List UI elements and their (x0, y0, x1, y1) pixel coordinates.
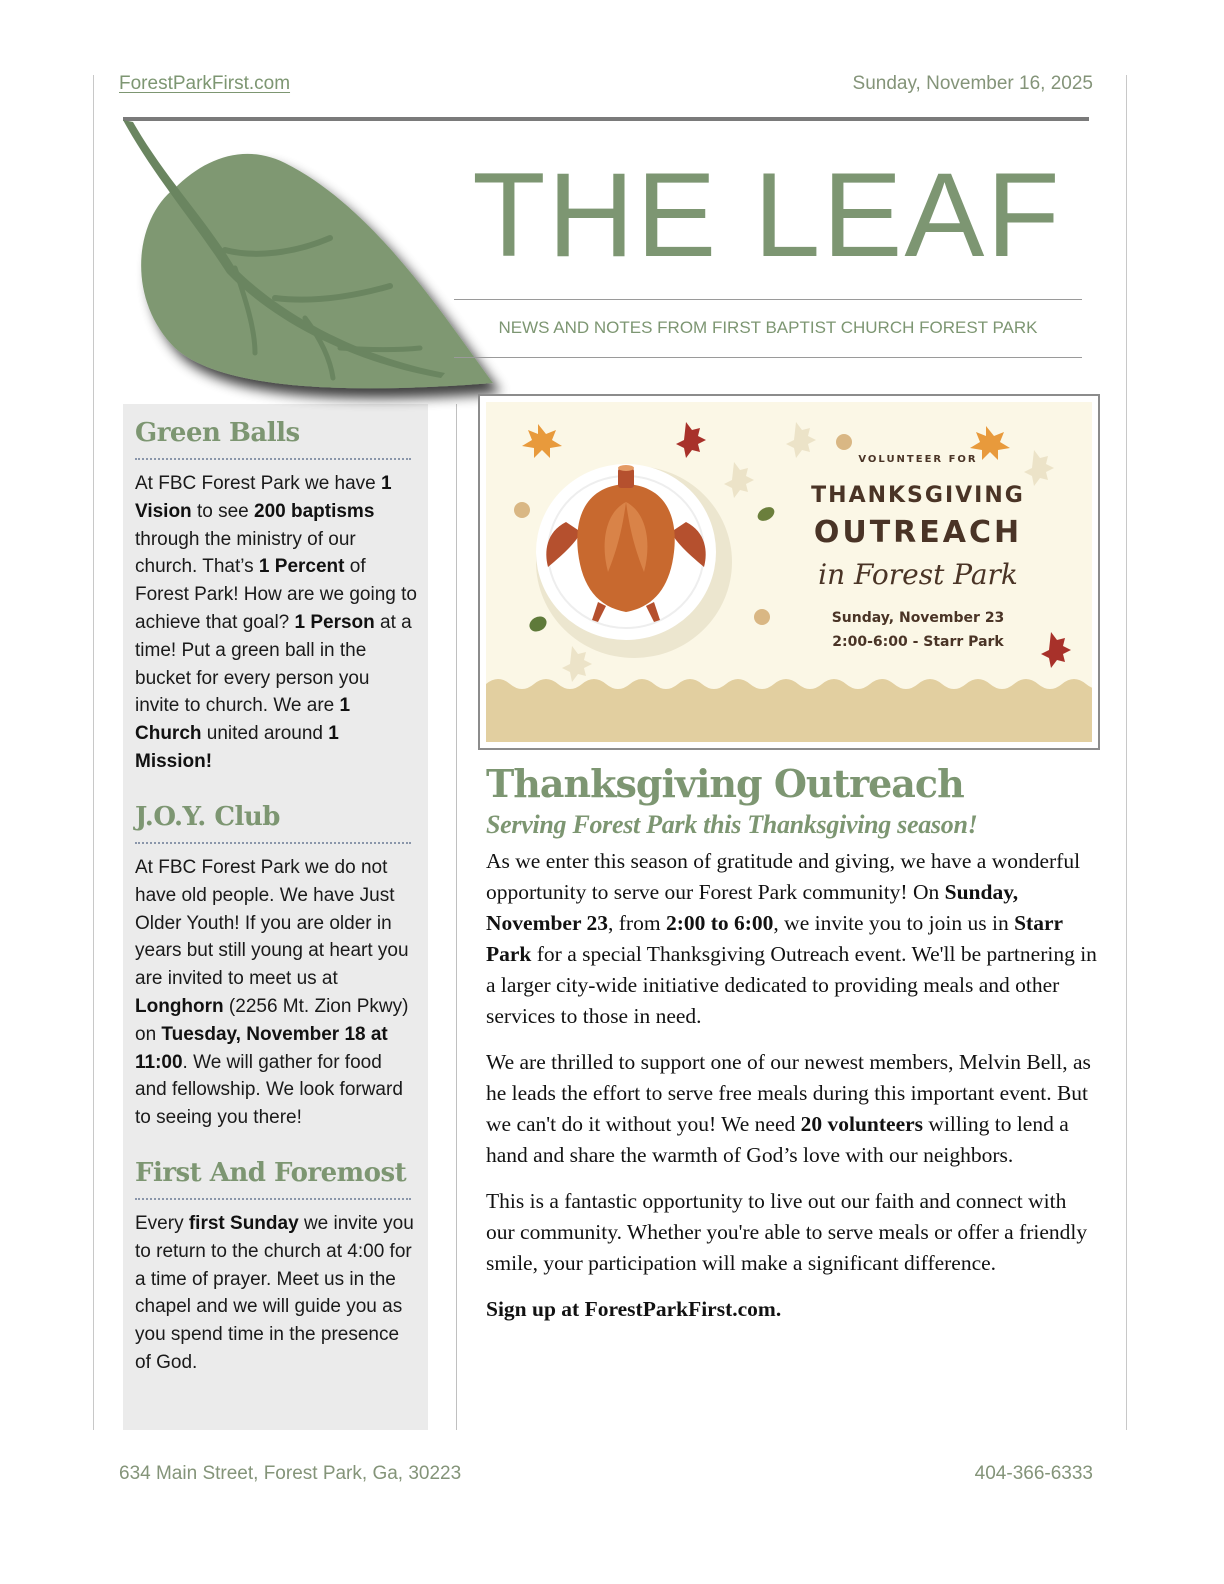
thanksgiving-banner-image (478, 394, 1100, 750)
bold-text: Tuesday, November 18 at 11:00 (135, 1023, 388, 1073)
issue-date: Sunday, November 16, 2025 (852, 73, 1093, 94)
dotted-divider (135, 1198, 411, 1200)
text-run: we invite you to return to the church at 4:00 for a time of prayer. Meet us in the chapel and we will guide you as you spend time in the presence of God. (135, 1213, 414, 1373)
bold-text: 1 Percent (258, 556, 345, 578)
bold-text: first Sunday (188, 1213, 299, 1234)
article-title: Thanksgiving Outreach (486, 761, 964, 806)
section-body (135, 470, 417, 776)
footer-phone: 404-366-6333 (974, 1463, 1093, 1484)
bold-text: Starr Park (486, 911, 1063, 966)
section-title: J.O.Y. Club (135, 802, 280, 832)
section-body (135, 1210, 417, 1377)
banner-line1: THANKSGIVING (811, 483, 1025, 508)
bold-text: 20 volunteers (800, 1112, 924, 1136)
article-paragraph (486, 1047, 1098, 1171)
text-run: to see (191, 500, 254, 522)
text-run: for a special Thanksgiving Outreach event. We'll be partnering in a larger city-wide initiative dedicated to providing meals and other services to those in need. (486, 942, 1097, 1028)
masthead-rule-lower (454, 357, 1082, 358)
sidebar-section-joy-club (135, 800, 417, 1132)
text-run: At FBC Forest Park we have (135, 473, 382, 494)
text-run: , we invite you to join us in (773, 911, 1015, 935)
text-run: Every (135, 1213, 189, 1234)
article-thanksgiving-outreach (486, 760, 1098, 1325)
website-link[interactable]: ForestParkFirst.com (119, 73, 291, 94)
bold-text: 1 Church (135, 695, 351, 745)
text-run: (2256 Mt. Zion Pkwy) on (135, 995, 409, 1045)
column-divider (456, 404, 457, 1430)
bold-text: Sunday, November 23 (486, 880, 1019, 935)
bold-text: 1 Mission! (135, 723, 339, 772)
bold-text: 1 Person (294, 611, 375, 633)
masthead-rule-upper (454, 299, 1082, 300)
dotted-divider (135, 842, 411, 844)
bold-text: 2:00 to 6:00 (665, 911, 774, 935)
text-run: This is a fantastic opportunity to live out our faith and connect with our community. Whether you're able to serve meals or offer a friendly smile, your participation will make a significant difference. (486, 1189, 1088, 1275)
text-run: We are thrilled to support one of our newest members, Melvin Bell, as he leads the effort to serve free meals during this important event. But we can't do it without you! We need (486, 1050, 1091, 1136)
text-run: As we enter this season of gratitude and giving, we have a wonderful opportunity to serve our Forest Park community! On (486, 849, 1081, 904)
text-run: of Forest Park! How are we going to achieve that goal? (135, 556, 417, 633)
banner-script-line: in Forest Park (818, 558, 1018, 591)
text-run: united around (201, 723, 329, 745)
page-border-left (93, 75, 94, 1430)
page-border-right (1126, 75, 1127, 1430)
text-run: . We will gather for food and fellowship. We look forward to seeing you there! (135, 1051, 403, 1129)
article-paragraph (486, 1186, 1098, 1279)
section-body (135, 854, 417, 1132)
text-run: , from (608, 911, 666, 935)
footer-address: 634 Main Street, Forest Park, Ga, 30223 (119, 1463, 462, 1484)
dotted-divider (135, 458, 411, 460)
text-run: through the ministry of our church. That’s (135, 528, 356, 578)
banner-arc-text: VOLUNTEER FOR (858, 454, 978, 465)
article-paragraph (486, 846, 1098, 1032)
sidebar-section-green-balls (135, 416, 417, 776)
text-run: At FBC Forest Park we do not have old people. We have Just Older Youth! If you are older in years but still young at heart you are invited to meet us at (135, 857, 409, 990)
section-title: Green Balls (135, 418, 300, 448)
sidebar-section-first-and-foremost (135, 1156, 417, 1377)
banner-time-line: 2:00-6:00 - Starr Park (832, 634, 1004, 650)
bold-text: Longhorn (135, 995, 224, 1017)
banner-date-line: Sunday, November 23 (831, 610, 1005, 626)
masthead-title: THE LEAF (472, 148, 1062, 282)
signup-call-to-action[interactable]: Sign up at ForestParkFirst.com. (486, 1297, 782, 1321)
bold-text: 1 Vision (135, 473, 392, 522)
article-subtitle: Serving Forest Park this Thanksgiving season! (486, 810, 978, 839)
masthead-subtitle: NEWS AND NOTES FROM FIRST BAPTIST CHURCH FOREST PARK (498, 318, 1038, 337)
section-title: First And Foremost (135, 1158, 407, 1188)
text-run: at a time! Put a green ball in the bucket for every person you invite to church. We are (135, 611, 412, 717)
banner-line2: OUTREACH (813, 515, 1023, 550)
text-run: willing to lend a hand and share the warmth of God’s love with our neighbors. (486, 1112, 1069, 1167)
bold-text: 200 baptisms (254, 500, 375, 522)
